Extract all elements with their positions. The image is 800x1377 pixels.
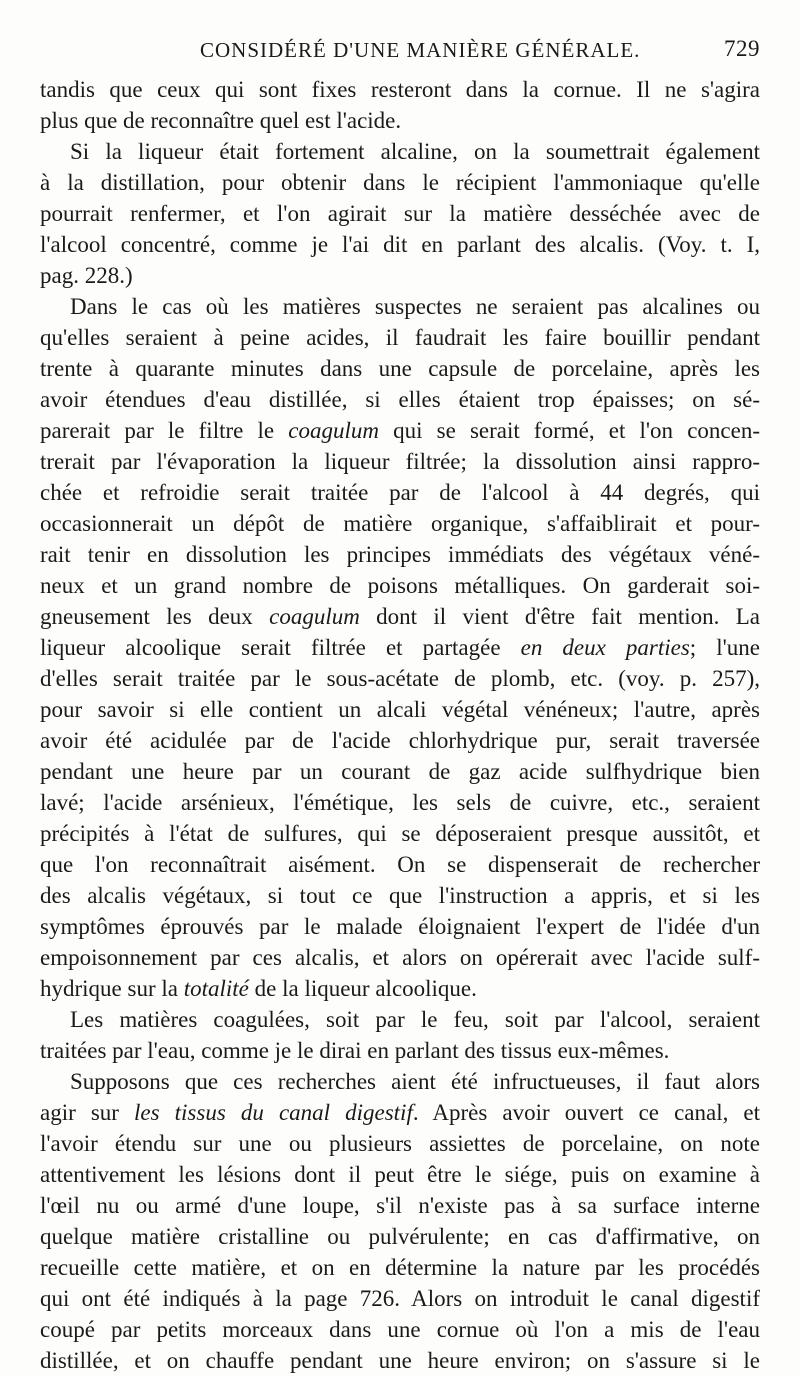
text-line: avoir étendues d'eau distillée, si elles étaient trop épaisses; on sé- xyxy=(40,387,760,412)
text-line: qui ont été indiqués à la page 726. Alors on introduit le canal digestif xyxy=(40,1286,760,1311)
body-text xyxy=(40,74,760,1376)
text-line: gneusement les deux coagulum dont il vient d'être fait mention. La xyxy=(40,604,760,629)
running-header xyxy=(40,34,760,74)
text-line: que l'on reconnaîtrait aisément. On se dispenserait de rechercher xyxy=(40,852,760,877)
text-line: tandis que ceux qui sont fixes resteront dans la cornue. Il ne s'agira xyxy=(40,77,760,102)
text-line: précipités à l'état de sulfures, qui se déposeraient presque aussitôt, et xyxy=(40,821,760,846)
text-line: l'œil nu ou armé d'une loupe, s'il n'existe pas à sa surface interne xyxy=(40,1193,760,1218)
text-line: l'alcool concentré, comme je l'ai dit en parlant des alcalis. (Voy. t. I, xyxy=(40,232,760,257)
text-line: Les matières coagulées, soit par le feu, soit par l'alcool, seraient xyxy=(70,1007,760,1032)
text-line: coupé par petits morceaux dans une cornue où l'on a mis de l'eau xyxy=(40,1317,760,1342)
text-line: d'elles serait traitée par le sous-acétate de plomb, etc. (voy. p. 257), xyxy=(40,666,760,691)
text-line: trente à quarante minutes dans une capsule de porcelaine, après les xyxy=(40,356,760,381)
page-number: 729 xyxy=(724,36,760,61)
text-line: l'avoir étendu sur une ou plusieurs assiettes de porcelaine, on note xyxy=(40,1131,760,1156)
text-line: avoir été acidulée par de l'acide chlorhydrique pur, serait traversée xyxy=(40,728,760,753)
text-line: à la distillation, pour obtenir dans le récipient l'ammoniaque qu'elle xyxy=(40,170,760,195)
book-page xyxy=(40,34,760,1376)
text-line: pour savoir si elle contient un alcali végétal vénéneux; l'autre, après xyxy=(40,697,760,722)
text-line: parerait par le filtre le coagulum qui se serait formé, et l'on concen- xyxy=(40,418,760,443)
text-line: Dans le cas où les matières suspectes ne seraient pas alcalines ou xyxy=(70,294,760,319)
text-line: pourrait renfermer, et l'on agirait sur la matière desséchée avec de xyxy=(40,201,760,226)
text-line: Supposons que ces recherches aient été infructueuses, il faut alors xyxy=(70,1069,760,1094)
text-line: rait tenir en dissolution les principes immédiats des végétaux véné- xyxy=(40,542,760,567)
text-line: pag. 228.) xyxy=(40,263,133,288)
text-line: Si la liqueur était fortement alcaline, on la soumettrait également xyxy=(70,139,760,164)
text-line: quelque matière cristalline ou pulvérulente; en cas d'affirmative, on xyxy=(40,1224,760,1249)
text-line: attentivement les lésions dont il peut être le siége, puis on examine à xyxy=(40,1162,760,1187)
text-line: traitées par l'eau, comme je le dirai en parlant des tissus eux-mêmes. xyxy=(40,1038,670,1063)
text-line: trerait par l'évaporation la liqueur filtrée; la dissolution ainsi rappro- xyxy=(40,449,760,474)
text-line: agir sur les tissus du canal digestif. Après avoir ouvert ce canal, et xyxy=(40,1100,760,1125)
text-line: des alcalis végétaux, si tout ce que l'instruction a appris, et si les xyxy=(40,883,760,908)
text-line: plus que de reconnaître quel est l'acide. xyxy=(40,108,402,133)
running-title: CONSIDÉRÉ D'UNE MANIÈRE GÉNÉRALE. xyxy=(200,38,641,62)
text-line: liqueur alcoolique serait filtrée et partagée en deux parties; l'une xyxy=(40,635,760,660)
text-line: qu'elles seraient à peine acides, il faudrait les faire bouillir pendant xyxy=(40,325,760,350)
text-line: symptômes éprouvés par le malade éloignaient l'expert de l'idée d'un xyxy=(40,914,760,939)
text-line: lavé; l'acide arsénieux, l'émétique, les sels de cuivre, etc., seraient xyxy=(40,790,760,815)
text-line: empoisonnement par ces alcalis, et alors on opérerait avec l'acide sulf- xyxy=(40,945,760,970)
text-line: occasionnerait un dépôt de matière organique, s'affaiblirait et pour- xyxy=(40,511,760,536)
text-line: distillée, et on chauffe pendant une heure environ; on s'assure si le xyxy=(40,1348,760,1373)
text-line: chée et refroidie serait traitée par de l'alcool à 44 degrés, qui xyxy=(40,480,760,505)
text-line: recueille cette matière, et on en détermine la nature par les procédés xyxy=(40,1255,760,1280)
text-line: neux et un grand nombre de poisons métalliques. On garderait soi- xyxy=(40,573,760,598)
text-line: hydrique sur la totalité de la liqueur alcoolique. xyxy=(40,976,477,1001)
text-line: pendant une heure par un courant de gaz acide sulfhydrique bien xyxy=(40,759,760,784)
